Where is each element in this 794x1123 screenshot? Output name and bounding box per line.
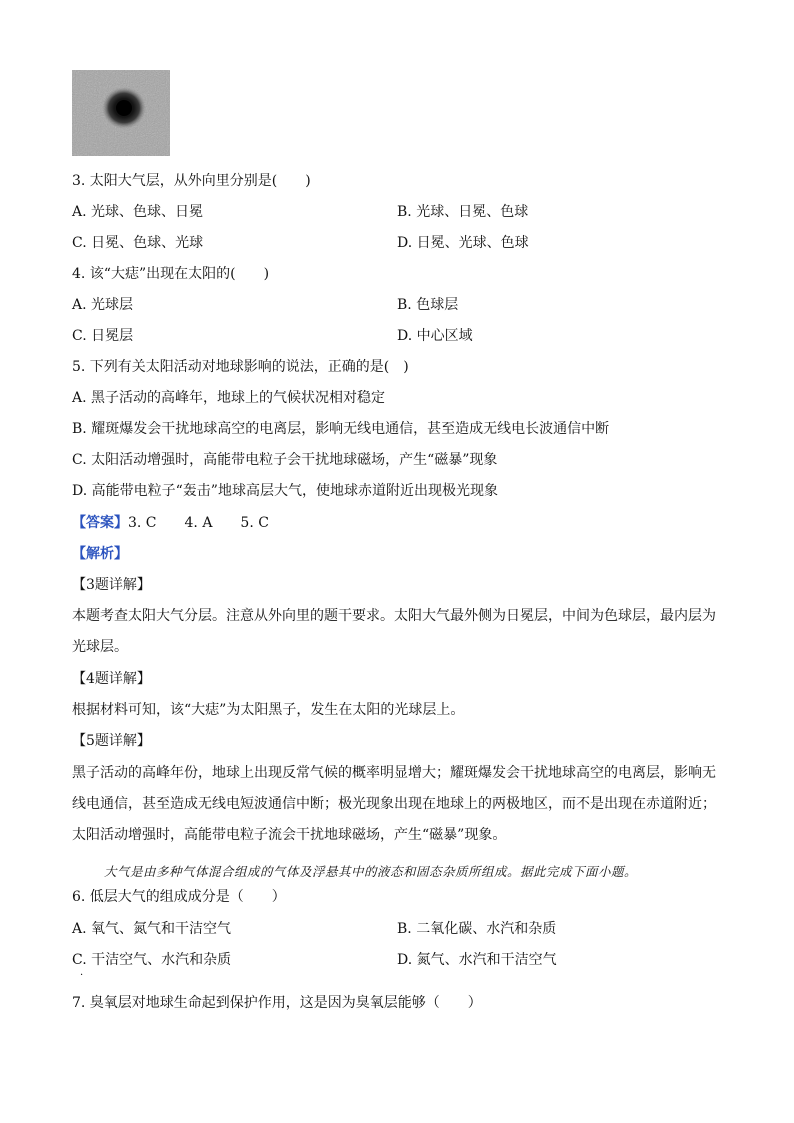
q5-option-d: D. 高能带电粒子“轰击”地球高层大气，使地球赤道附近出现极光现象 [72,483,498,499]
detail-5-line-2: 线电通信，甚至造成无线电短波通信中断；极光现象出现在地球上的两极地区，而不是出现在赤道附近； [72,796,716,812]
analysis-heading: 【解析】 [72,546,128,562]
detail-5-heading: 【5题详解】 [72,733,151,749]
sunspot-image [72,70,170,156]
q6-option-d: D. 氮气、水汽和干洁空气 [397,952,557,968]
q7-stem: 7. 臭氧层对地球生命起到保护作用，这是因为臭氧层能够（ ） [72,995,482,1011]
q4-option-c: C. 日冕层 [72,328,134,344]
detail-4-heading: 【4题详解】 [72,671,151,687]
detail-5-line-1: 黑子活动的高峰年份，地球上出现反常气候的概率明显增大；耀斑爆发会干扰地球高空的电离层，影响无 [72,765,716,781]
q5-stem: 5. 下列有关太阳活动对地球影响的说法，正确的是( ) [72,359,409,375]
q5-option-a: A. 黑子活动的高峰年，地球上的气候状况相对稳定 [72,390,386,406]
stray-dot: · [80,970,84,981]
q4-option-a: A. 光球层 [72,297,134,313]
answer-tag: 【答案】 [72,515,128,531]
q3-option-d: D. 日冕、光球、色球 [397,235,529,251]
q6-option-b: B. 二氧化碳、水汽和杂质 [397,921,557,937]
q3-stem: 3. 太阳大气层，从外向里分别是( ) [72,173,311,189]
q3-option-c: C. 日冕、色球、光球 [72,235,204,251]
detail-4-line-1: 根据材料可知，该“大痣”为太阳黑子，发生在太阳的光球层上。 [72,702,465,718]
q3-option-a: A. 光球、色球、日冕 [72,204,204,220]
detail-3-line-2: 光球层。 [72,639,128,655]
q6-stem: 6. 低层大气的组成成分是（ ） [72,889,286,905]
q3-option-b: B. 光球、日冕、色球 [397,204,529,220]
detail-3-line-1: 本题考查太阳大气分层。注意从外向里的题干要求。太阳大气最外侧为日冕层，中间为色球层，最内层为 [72,608,716,624]
q4-stem: 4. 该“大痣”出现在太阳的( ) [72,266,270,282]
q4-option-d: D. 中心区域 [397,328,473,344]
answer-values: 3. C 4. A 5. C [128,515,269,531]
detail-3-heading: 【3题详解】 [72,577,151,593]
q4-option-b: B. 色球层 [397,297,459,313]
q6-option-c: C. 干洁空气、水汽和杂质 [72,952,232,968]
q6-option-a: A. 氧气、氮气和干洁空气 [72,921,232,937]
answer-line [72,514,269,532]
q5-option-b: B. 耀斑爆发会干扰地球高空的电离层，影响无线电通信，甚至造成无线电长波通信中断 [72,421,610,437]
material-text: 大气是由多种气体混合组成的气体及浮悬其中的液态和固态杂质所组成。据此完成下面小题。 [104,864,638,879]
detail-5-line-3: 太阳活动增强时，高能带电粒子流会干扰地球磁场，产生“磁暴”现象。 [72,827,507,843]
q5-option-c: C. 太阳活动增强时，高能带电粒子会干扰地球磁场，产生“磁暴”现象 [72,452,498,468]
